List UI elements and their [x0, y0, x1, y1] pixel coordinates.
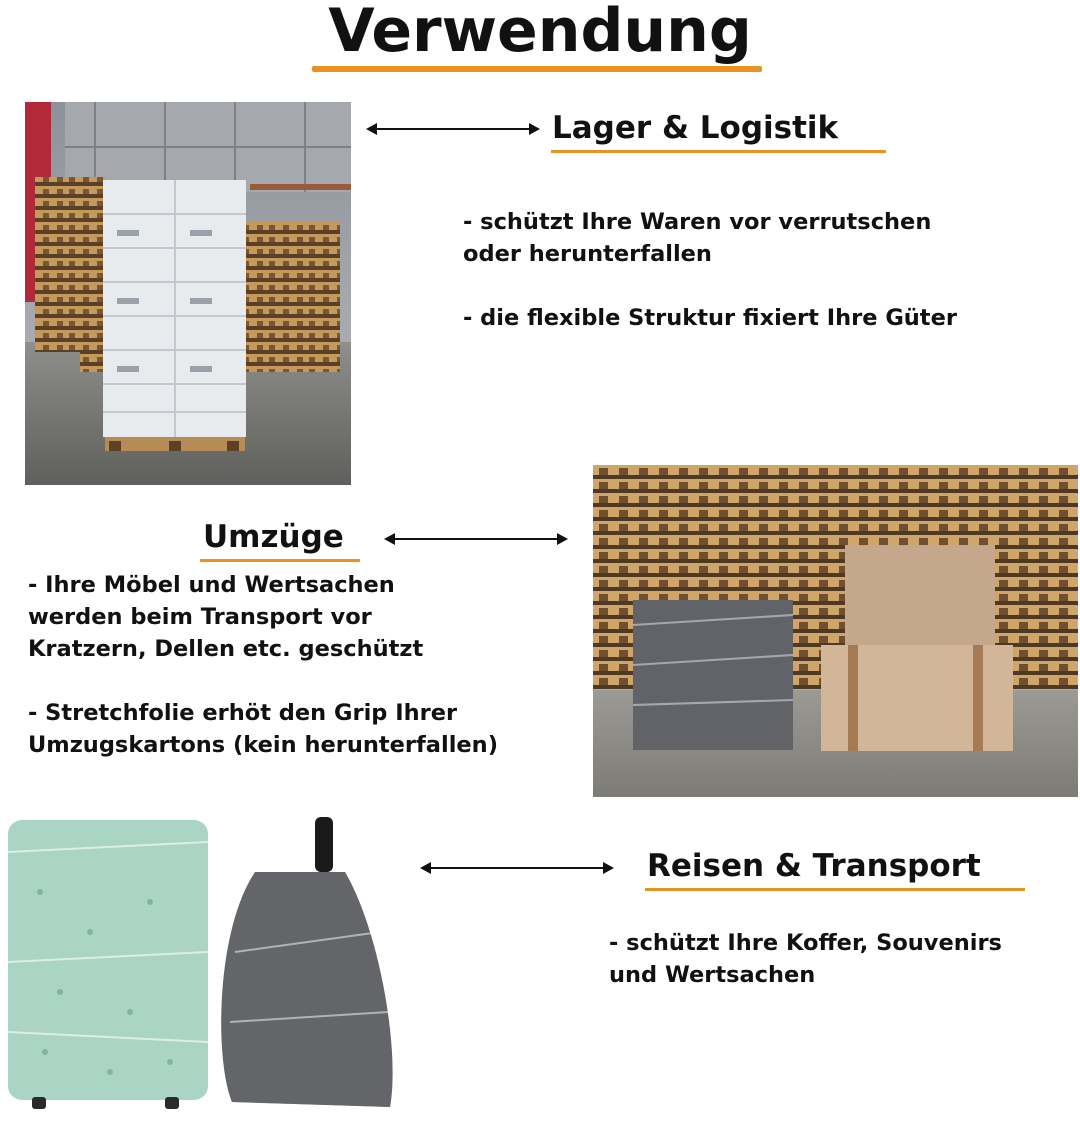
warehouse-pallet-photo	[25, 102, 351, 485]
logistik-point-2	[463, 302, 957, 334]
double-arrow-icon	[420, 861, 614, 875]
text-line: - schützt Ihre Koffer, Souvenirs	[609, 930, 1002, 956]
double-arrow-icon	[384, 532, 568, 546]
heading-underline	[551, 150, 886, 153]
heading-underline	[645, 888, 1025, 891]
heading-umzuege: Umzüge	[203, 519, 344, 555]
text-line: - Stretchfolie erhöt den Grip Ihrer	[28, 700, 458, 726]
title-underline	[312, 66, 762, 72]
wrapped-boxes-photo	[593, 465, 1078, 797]
logistik-point-1	[463, 206, 931, 270]
heading-lager-logistik: Lager & Logistik	[552, 110, 839, 146]
heading-underline	[200, 559, 360, 562]
reisen-point-1	[609, 927, 1002, 991]
umzuege-point-1	[28, 569, 423, 665]
text-line: - Ihre Möbel und Wertsachen	[28, 572, 395, 598]
double-arrow-icon	[366, 122, 540, 136]
text-line: oder herunterfallen	[463, 241, 712, 267]
page-title: Verwendung	[328, 0, 752, 66]
heading-reisen-transport: Reisen & Transport	[647, 848, 981, 884]
text-line: Umzugskartons (kein herunterfallen)	[28, 732, 498, 758]
umzuege-point-2	[28, 697, 498, 761]
text-line: - die flexible Struktur fixiert Ihre Güter	[463, 305, 957, 331]
text-line: und Wertsachen	[609, 962, 816, 988]
text-line: - schützt Ihre Waren vor verrutschen	[463, 209, 932, 235]
text-line: Kratzern, Dellen etc. geschützt	[28, 636, 424, 662]
text-line: werden beim Transport vor	[28, 604, 372, 630]
wrapped-suitcase-bag-photo	[0, 812, 410, 1117]
